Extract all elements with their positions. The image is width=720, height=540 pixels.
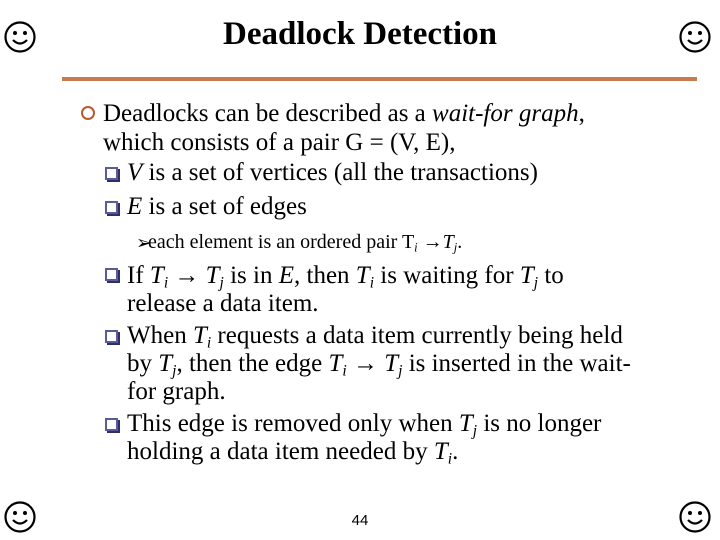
if-bullet-line-1: If $T_i \to T_j$ is in E, then $T_i$ is waiting for $T_j$ to xyxy=(127,262,564,292)
square-bullet-icon xyxy=(105,167,118,180)
vertices-bullet: V is a set of vertices (all the transactions) xyxy=(127,159,538,186)
main-bullet-line-1: Deadlocks can be described as a wait-for graph, xyxy=(103,100,585,127)
circle-bullet-icon xyxy=(81,106,95,120)
square-bullet-icon xyxy=(105,268,118,281)
when-bullet-line-3: for graph. xyxy=(127,378,226,405)
this-bullet-line-1: This edge is removed only when $T_j$ is no longer xyxy=(127,410,602,440)
main-bullet-line-2: which consists of a pair G = (V, E), xyxy=(103,129,456,156)
when-bullet-line-2: by $T_j$, then the edge $T_i \to T_j$ is inserted in the wait- xyxy=(127,350,631,380)
when-bullet-line-1: When $T_i$ requests a data item currently being held xyxy=(127,322,623,352)
ordered-pair-bullet: each element is an ordered pair $T_i \to T_j$. xyxy=(148,231,463,255)
slide-title: Deadlock Detection xyxy=(222,16,498,52)
page-number: 44 xyxy=(351,512,369,529)
title-divider xyxy=(62,77,697,81)
edges-bullet: E is a set of edges xyxy=(127,193,307,220)
square-bullet-icon xyxy=(105,418,118,431)
if-bullet-line-2: release a data item. xyxy=(127,290,319,317)
this-bullet-line-2: holding a data item needed by $T_i$. xyxy=(127,438,459,468)
square-bullet-icon xyxy=(105,201,118,214)
arrow-bullet-icon: ➢ xyxy=(136,232,152,254)
square-bullet-icon xyxy=(105,330,118,343)
